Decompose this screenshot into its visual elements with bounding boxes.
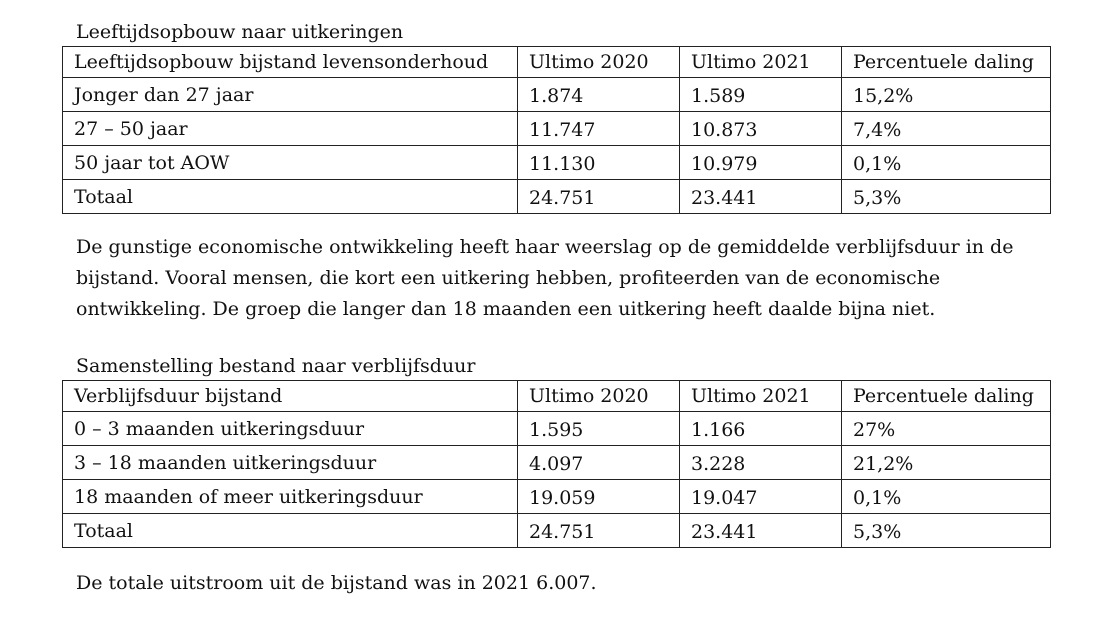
table-header-row <box>63 381 1051 412</box>
value-2021: 3.228 <box>680 446 842 480</box>
header-cell: Ultimo 2021 <box>680 381 842 412</box>
header-cell: Percentuele daling <box>842 47 1051 78</box>
row-label: 27 – 50 jaar <box>63 112 518 146</box>
header-cell: Verblijfsduur bijstand <box>63 381 518 412</box>
paragraph-line: De gunstige economische ontwikkeling heeft haar weerslag op de gemiddelde verblijfsduur in de <box>76 236 1014 258</box>
row-label: 18 maanden of meer uitkeringsduur <box>63 480 518 514</box>
percent-decline: 7,4% <box>842 112 1051 146</box>
table1-caption: Leeftijdsopbouw naar uitkeringen <box>76 21 404 43</box>
paragraph-line: bijstand. Vooral mensen, die kort een uitkering hebben, profiteerden van de economische <box>76 267 941 289</box>
table-row-total <box>63 180 1051 214</box>
value-2020: 1.874 <box>518 78 680 112</box>
value-2021: 10.979 <box>680 146 842 180</box>
table2-caption: Samenstelling bestand naar verblijfsduur <box>76 355 476 377</box>
value-2021: 10.873 <box>680 112 842 146</box>
table-row <box>63 78 1051 112</box>
percent-decline: 27% <box>842 412 1051 446</box>
value-2021: 1.166 <box>680 412 842 446</box>
header-cell: Ultimo 2020 <box>518 381 680 412</box>
percent-decline: 0,1% <box>842 480 1051 514</box>
outflow-paragraph <box>76 568 1066 599</box>
explanation-paragraph <box>76 232 1066 325</box>
row-label: Jonger dan 27 jaar <box>63 78 518 112</box>
header-cell: Ultimo 2020 <box>518 47 680 78</box>
value-2020: 1.595 <box>518 412 680 446</box>
table-row <box>63 112 1051 146</box>
header-cell: Leeftijdsopbouw bijstand levensonderhoud <box>63 47 518 78</box>
percent-decline: 5,3% <box>842 180 1051 214</box>
header-cell: Ultimo 2021 <box>680 47 842 78</box>
value-2021: 23.441 <box>680 514 842 548</box>
table-row <box>63 446 1051 480</box>
row-label: 0 – 3 maanden uitkeringsduur <box>63 412 518 446</box>
percent-decline: 21,2% <box>842 446 1051 480</box>
value-2020: 11.747 <box>518 112 680 146</box>
table-header-row <box>63 47 1051 78</box>
table-row-total <box>63 514 1051 548</box>
value-2020: 19.059 <box>518 480 680 514</box>
table-row <box>63 412 1051 446</box>
value-2020: 24.751 <box>518 180 680 214</box>
header-cell: Percentuele daling <box>842 381 1051 412</box>
value-2021: 1.589 <box>680 78 842 112</box>
percent-decline: 15,2% <box>842 78 1051 112</box>
value-2021: 23.441 <box>680 180 842 214</box>
row-label: 3 – 18 maanden uitkeringsduur <box>63 446 518 480</box>
paragraph-line: ontwikkeling. De groep die langer dan 18 maanden een uitkering heeft daalde bijna niet. <box>76 298 936 320</box>
row-label: 50 jaar tot AOW <box>63 146 518 180</box>
percent-decline: 5,3% <box>842 514 1051 548</box>
row-label: Totaal <box>63 514 518 548</box>
paragraph-line: De totale uitstroom uit de bijstand was in 2021 6.007. <box>76 572 597 594</box>
value-2020: 24.751 <box>518 514 680 548</box>
value-2020: 11.130 <box>518 146 680 180</box>
table-row <box>63 146 1051 180</box>
percent-decline: 0,1% <box>842 146 1051 180</box>
age-distribution-table <box>62 46 1051 214</box>
row-label: Totaal <box>63 180 518 214</box>
table-row <box>63 480 1051 514</box>
value-2020: 4.097 <box>518 446 680 480</box>
value-2021: 19.047 <box>680 480 842 514</box>
duration-table <box>62 380 1051 548</box>
